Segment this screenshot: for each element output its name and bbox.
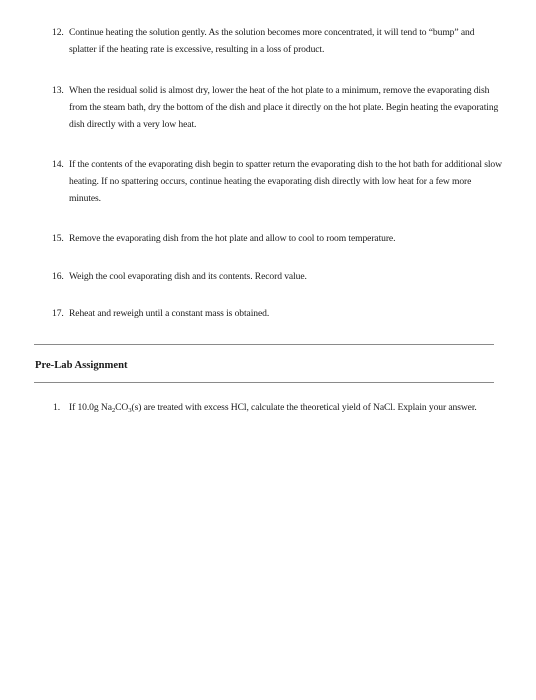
question-number: 1.: [53, 402, 60, 413]
step-text: Reheat and reweigh until a constant mass is obtained.: [69, 308, 270, 319]
procedure-step-16: [52, 268, 502, 285]
step-number: 12.: [52, 27, 64, 38]
step-text: Weigh the cool evaporating dish and its contents. Record value.: [69, 271, 307, 282]
prelab-question-1: [53, 401, 493, 416]
step-text: Continue heating the solution gently. As the solution becomes more concentrated, it will tend to “bump” and splatter if the heating rate is excessive, resulting in a loss of product.: [69, 27, 475, 55]
step-text: When the residual solid is almost dry, lower the heat of the hot plate to a minimum, remove the evaporating dish from the steam bath, dry the bottom of the dish and place it directly on the hot plate. Begin heating the evaporating dish directly with a very low heat.: [69, 85, 499, 130]
question-text: If 10.0g $Na_2CO_3(s)$ are treated with excess HCl, calculate the theoretical yield of NaCl. Explain your answer.: [69, 402, 477, 414]
step-text: Remove the evaporating dish from the hot plate and allow to cool to room temperature.: [69, 233, 396, 244]
procedure-step-12: [52, 24, 502, 58]
step-number: 15.: [52, 233, 64, 244]
step-number: 17.: [52, 308, 64, 319]
step-number: 16.: [52, 271, 64, 282]
prelab-heading: Pre-Lab Assignment: [35, 360, 128, 371]
section-divider: [34, 344, 494, 345]
procedure-step-14: [52, 156, 502, 207]
step-number: 14.: [52, 159, 64, 170]
step-number: 13.: [52, 85, 64, 96]
procedure-step-13: [52, 82, 502, 133]
procedure-step-15: [52, 230, 502, 247]
heading-underline: [34, 382, 494, 383]
procedure-step-17: [52, 305, 502, 322]
step-text: If the contents of the evaporating dish begin to spatter return the evaporating dish to the hot bath for additional slow heating. If no spattering occurs, continue heating the evaporating dish directly with low heat for a few more minutes.: [69, 159, 502, 204]
